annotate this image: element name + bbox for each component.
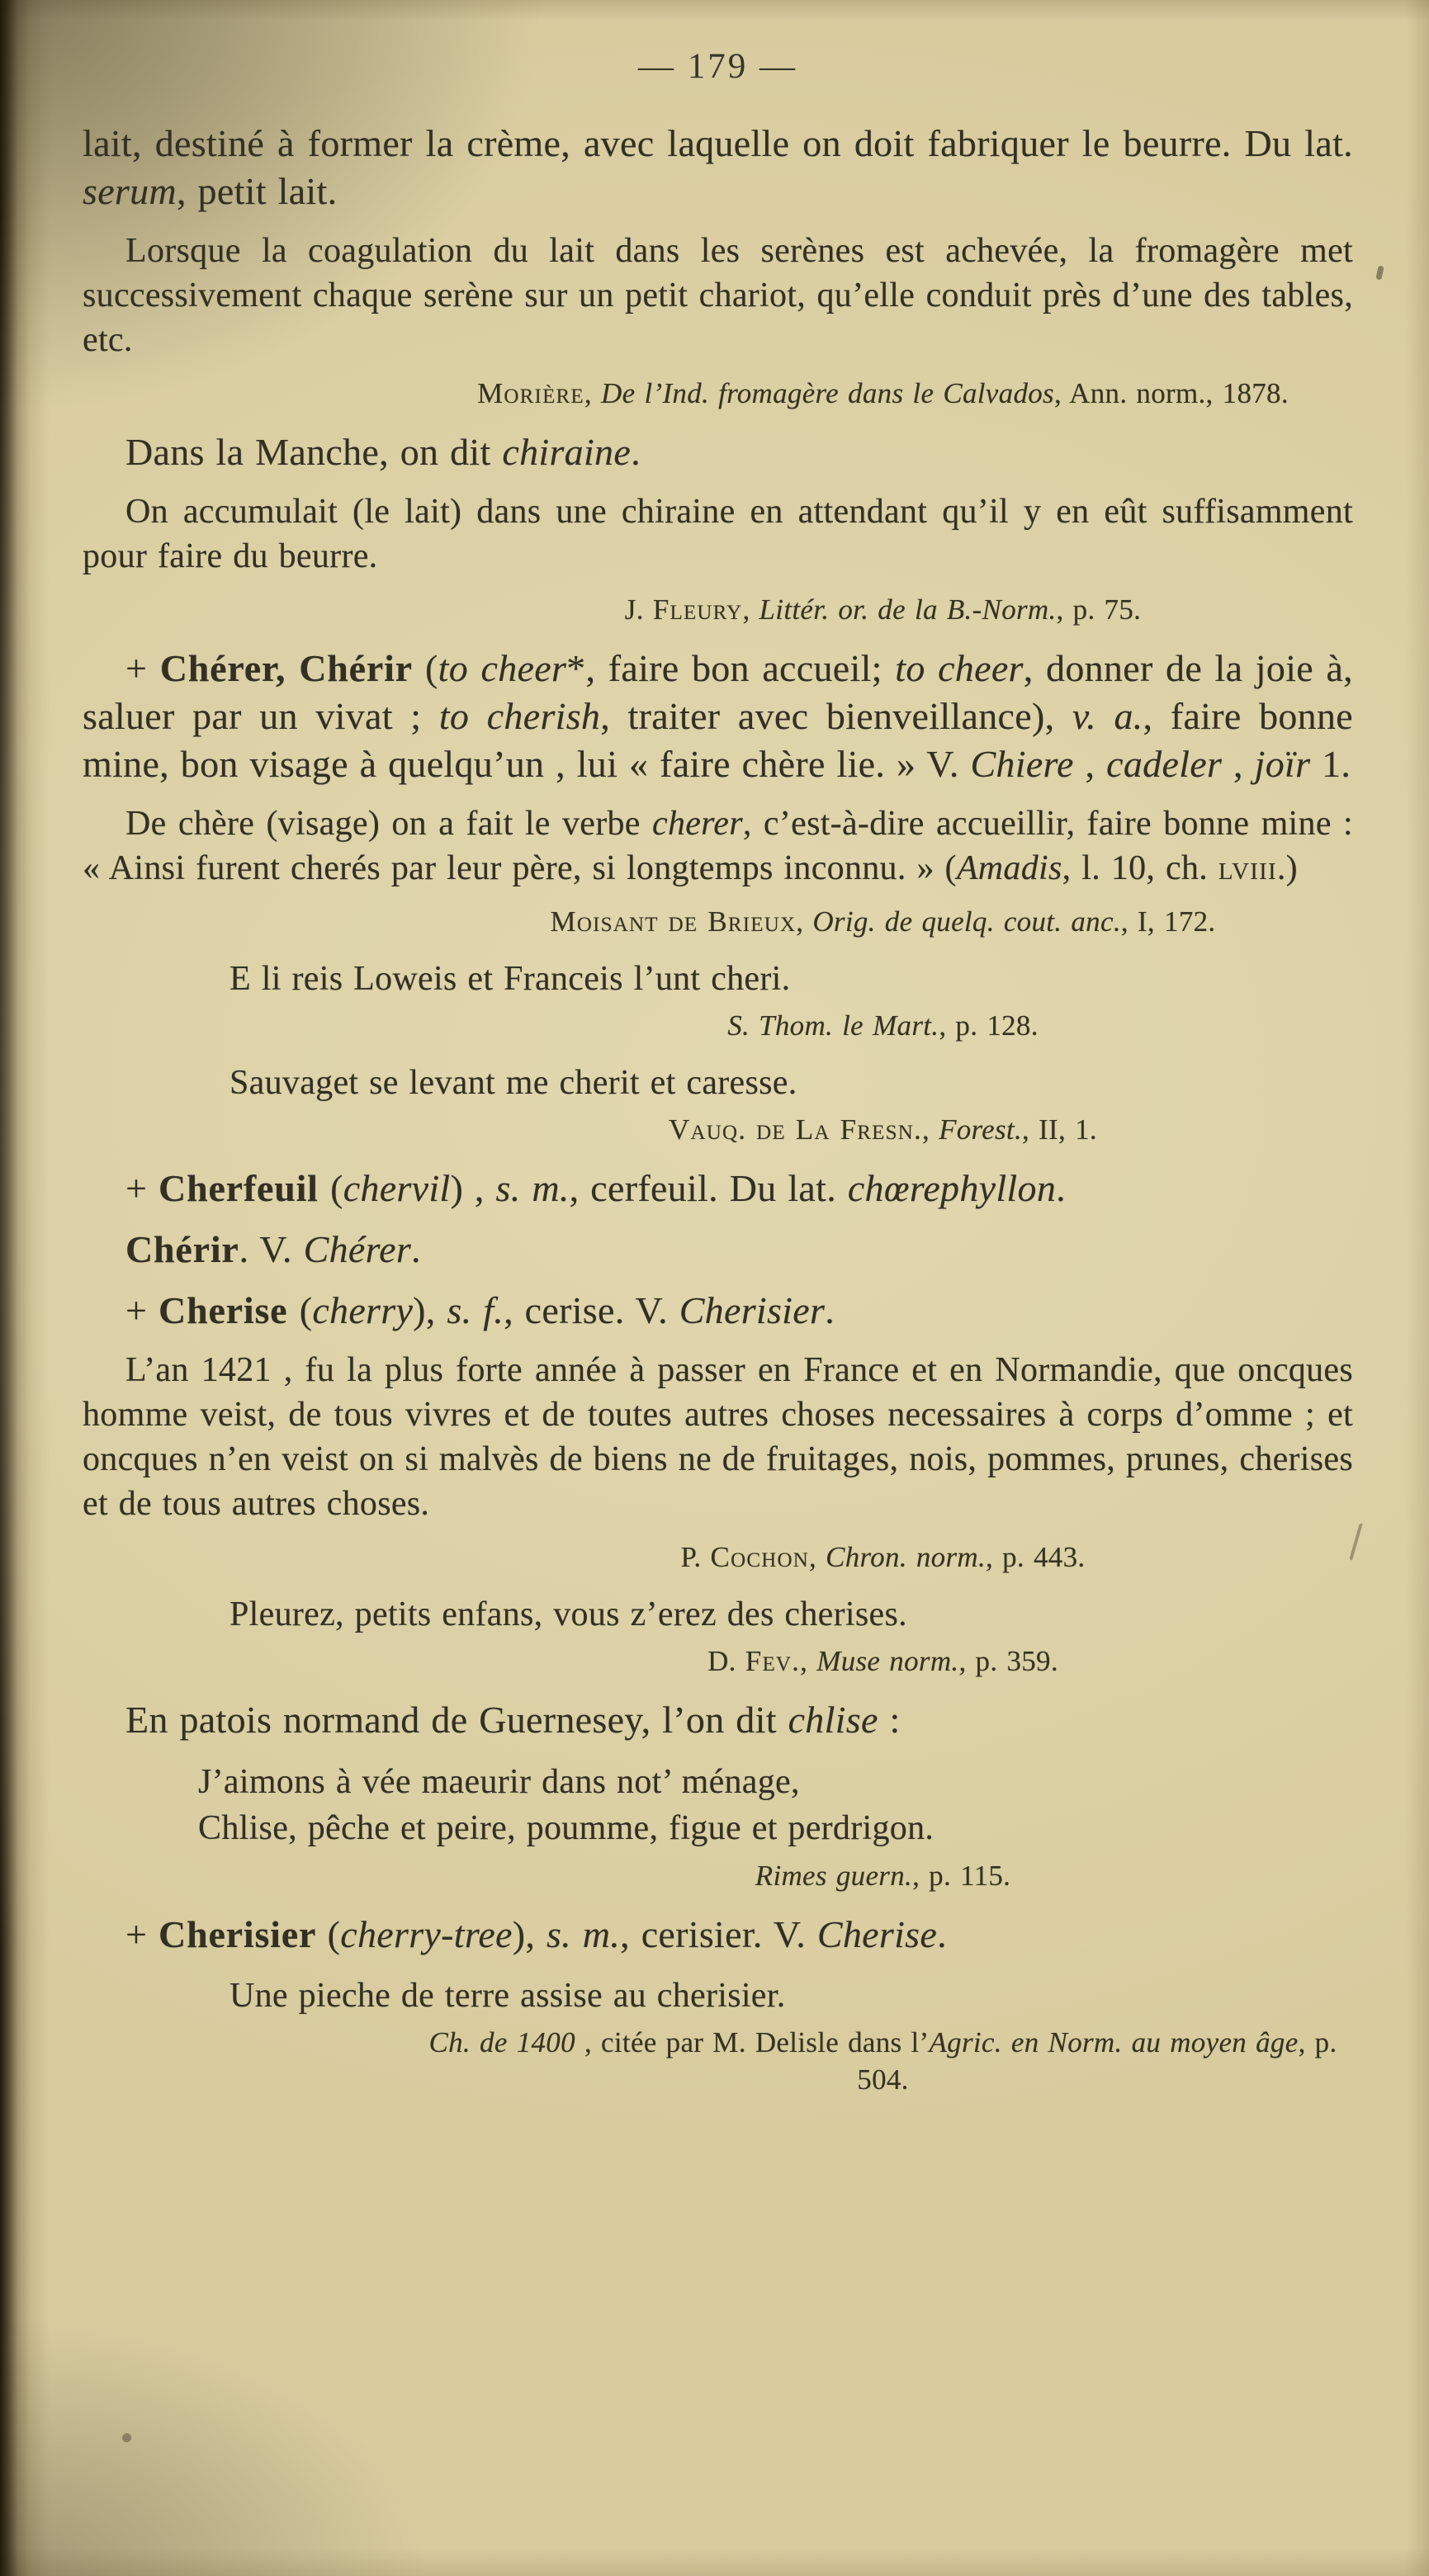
text-run: , faire bonne mine, bon visage à quelqu’un , lui « faire chère lie. » V. bbox=[83, 695, 1353, 785]
italic-text: s. m. bbox=[495, 1167, 570, 1209]
italic-text: cherer bbox=[652, 805, 743, 843]
verse bbox=[198, 1759, 1353, 1851]
citation bbox=[83, 1007, 1353, 1044]
italic-text: Rimes guern. bbox=[755, 1860, 913, 1892]
text-run: , bbox=[921, 1113, 939, 1146]
text-run: Lorsque la coagulation du lait dans les serènes est achevée, la fromagère met successivement chaque serène sur un petit chariot, qu’elle conduit près d’une des tables, etc. bbox=[83, 232, 1353, 359]
text-run: De chère (visage) on a fait le verbe bbox=[125, 805, 652, 843]
text-run: *, faire bon accueil; bbox=[566, 647, 896, 689]
italic-text: cherry-tree bbox=[340, 1913, 513, 1955]
headword-text: Chérer, Chérir bbox=[159, 647, 426, 689]
entry-cherfeuil bbox=[83, 1165, 1353, 1212]
text-run: E li reis Loweis et Franceis l’unt cheri. bbox=[229, 960, 791, 998]
text-run: 1. bbox=[1310, 743, 1351, 785]
stray-ink-speck bbox=[122, 2433, 131, 2442]
italic-text: joïr bbox=[1254, 743, 1311, 785]
italic-text: Littér. or. de la B.-Norm. bbox=[759, 593, 1057, 626]
smallcaps-text: Vauq. de La Fresn. bbox=[669, 1113, 922, 1146]
text-run: + bbox=[125, 1913, 159, 1955]
text-run: : bbox=[878, 1699, 901, 1741]
italic-text: to cheer bbox=[895, 647, 1024, 689]
text-run: lait, destiné à former la crème, avec laquelle on doit fabriquer le beurre. Du lat. bbox=[83, 122, 1353, 164]
italic-text: chiraine bbox=[502, 431, 632, 473]
citation bbox=[83, 375, 1353, 412]
italic-text: Cherise bbox=[816, 1913, 938, 1955]
text-run: , p. 115. bbox=[912, 1860, 1011, 1892]
text-run: , cerfeuil. Du lat. bbox=[569, 1167, 848, 1209]
paragraph bbox=[83, 1348, 1353, 1526]
text-run: , traiter avec bienveillance), bbox=[600, 695, 1072, 737]
text-run: , cerise. V. bbox=[504, 1289, 679, 1331]
citation bbox=[83, 2024, 1353, 2098]
italic-text: Amadis bbox=[956, 849, 1062, 887]
paragraph bbox=[83, 801, 1353, 891]
smallcaps-text: Morière bbox=[477, 377, 584, 409]
text-run: . bbox=[411, 1228, 421, 1270]
text-run: J. bbox=[624, 593, 653, 626]
italic-text: De l’Ind. fromagère dans le Calvados bbox=[601, 377, 1054, 409]
italic-text: Agric. en Norm. au moyen âge bbox=[929, 2026, 1299, 2058]
text-run: L’an 1421 , fu la plus forte année à passer en France et en Normandie, que oncques homme veist, de tous vivres et de toutes autres choses necessaires à corps d’omme ; et oncques n’en veist on si malvès de biens ne de fruitages, nois, pommes, prunes, cherises et de tous autres choses. bbox=[83, 1351, 1353, 1523]
quotation bbox=[229, 957, 1353, 1001]
headword-text: Cherisier bbox=[159, 1913, 328, 1955]
text-run: Une pieche de terre assise au cherisier. bbox=[229, 1977, 786, 2015]
text-run: , c’est-à-dire accueillir, faire bonne mine : « Ainsi furent cherés par leur père, si longtemps inconnu. » ( bbox=[83, 805, 1353, 887]
text-run: , bbox=[1222, 743, 1255, 785]
text-run: P. bbox=[680, 1541, 711, 1573]
headword-text: Cherise bbox=[159, 1289, 300, 1331]
italic-text: s. f. bbox=[447, 1289, 504, 1331]
text-run: + bbox=[125, 1167, 159, 1209]
citation bbox=[83, 903, 1353, 940]
italic-text: Chérer bbox=[303, 1228, 412, 1270]
stray-ink-speck bbox=[1375, 265, 1384, 280]
entry-cherer-cherir bbox=[83, 645, 1353, 788]
text-run: , p. 75. bbox=[1056, 593, 1142, 626]
italic-text: chervil bbox=[343, 1167, 451, 1209]
text-run: , citée par M. Delisle dans l’ bbox=[575, 2026, 930, 2058]
text-run: . bbox=[1056, 1167, 1066, 1209]
citation bbox=[83, 591, 1353, 628]
italic-text: Cherisier bbox=[679, 1289, 826, 1331]
text-run: ) , bbox=[450, 1167, 496, 1209]
text-run: , l. 10, ch. bbox=[1062, 849, 1218, 887]
paragraph bbox=[83, 1696, 1353, 1744]
italic-text: chœrephyllon bbox=[847, 1167, 1057, 1209]
headword-text: Chérir bbox=[125, 1228, 239, 1270]
text-run: , bbox=[1073, 743, 1107, 785]
text-run: Dans la Manche, on dit bbox=[125, 431, 503, 473]
paragraph bbox=[83, 229, 1353, 362]
italic-text: chlise bbox=[788, 1699, 878, 1741]
text-run: Sauvaget se levant me cherit et caresse. bbox=[229, 1064, 797, 1102]
text-run: , bbox=[742, 593, 759, 626]
text-run: . bbox=[825, 1289, 835, 1331]
text-run: , p. 443. bbox=[986, 1541, 1086, 1573]
text-run: ( bbox=[299, 1289, 313, 1331]
text-run: ), bbox=[512, 1913, 547, 1955]
smallcaps-text: Fleury bbox=[652, 593, 743, 626]
italic-text: s. m. bbox=[546, 1913, 621, 1955]
quotation bbox=[229, 1592, 1353, 1637]
entry-cherir-crossref bbox=[83, 1226, 1353, 1274]
text-run: . bbox=[631, 431, 641, 473]
citation bbox=[83, 1857, 1353, 1894]
citation bbox=[83, 1539, 1353, 1576]
text-run: D. bbox=[707, 1645, 745, 1677]
italic-text: Chiere bbox=[970, 743, 1074, 785]
smallcaps-text: Cochon bbox=[710, 1541, 809, 1573]
text-run: , bbox=[796, 905, 813, 938]
text-run: On accumulait (le lait) dans une chiraine en attendant qu’il y en eût suffisamment pour faire du beurre. bbox=[83, 493, 1353, 575]
smallcaps-text: Fev. bbox=[745, 1645, 801, 1677]
entry-cherise bbox=[83, 1287, 1353, 1335]
text-run: En patois normand de Guernesey, l’on dit bbox=[125, 1699, 788, 1741]
quotation bbox=[229, 1973, 1353, 2018]
italic-text: S. Thom. le Mart. bbox=[727, 1009, 939, 1042]
text-run: , Ann. norm., 1878. bbox=[1053, 377, 1289, 409]
text-run: , petit lait. bbox=[176, 170, 338, 212]
text-run: ( bbox=[327, 1913, 341, 1955]
text-run: , bbox=[800, 1645, 817, 1677]
text-run: Chlise, pêche et peire, poumme, figue et perdrigon. bbox=[198, 1809, 935, 1847]
quotation bbox=[229, 1061, 1353, 1105]
text-run: , p. 504. bbox=[857, 2026, 1337, 2096]
entry-cherisier bbox=[83, 1911, 1353, 1959]
text-run: . bbox=[937, 1913, 947, 1955]
italic-text: Forest. bbox=[939, 1113, 1022, 1146]
italic-text: serum bbox=[83, 170, 177, 212]
page-number: — 179 — bbox=[638, 47, 797, 86]
text-run: , p. 128. bbox=[939, 1009, 1039, 1042]
text-run: + bbox=[125, 647, 160, 689]
citation bbox=[83, 1642, 1353, 1680]
italic-text: cadeler bbox=[1106, 743, 1223, 785]
text-run: , donner de la joie à, saluer par un vivat ; bbox=[83, 647, 1353, 737]
citation bbox=[83, 1111, 1353, 1148]
text-run: ( bbox=[425, 647, 438, 689]
text-run: , I, 172. bbox=[1120, 905, 1216, 938]
text-run: , II, 1. bbox=[1022, 1113, 1097, 1146]
text-run: ( bbox=[330, 1167, 343, 1209]
text-run: + bbox=[125, 1289, 159, 1331]
text-run: .) bbox=[1276, 849, 1298, 887]
italic-text: Ch. de 1400 bbox=[428, 2026, 575, 2058]
text-run: Pleurez, petits enfans, vous z’erez des cherises. bbox=[229, 1595, 907, 1633]
text-run: , bbox=[808, 1541, 826, 1573]
stray-pencil-mark bbox=[1349, 1523, 1380, 1565]
italic-text: v. a. bbox=[1072, 695, 1143, 737]
text-run: J’aimons à vée maeurir dans not’ ménage, bbox=[198, 1763, 800, 1801]
italic-text: Orig. de quelq. cout. anc. bbox=[812, 905, 1121, 938]
smallcaps-text: lviii bbox=[1218, 849, 1277, 887]
paragraph bbox=[83, 489, 1353, 579]
italic-text: Chron. norm. bbox=[826, 1541, 986, 1573]
italic-text: to cheer bbox=[438, 647, 567, 689]
smallcaps-text: Moisant de Brieux bbox=[550, 905, 797, 938]
text-run: . V. bbox=[239, 1228, 304, 1270]
italic-text: cherry bbox=[312, 1289, 414, 1331]
text-column bbox=[83, 120, 1353, 2098]
italic-text: to cherish bbox=[438, 695, 601, 737]
text-run: , p. 359. bbox=[958, 1645, 1058, 1677]
text-run: ), bbox=[413, 1289, 447, 1331]
text-run: , cerisier. V. bbox=[620, 1913, 817, 1955]
italic-text: Muse norm. bbox=[816, 1645, 959, 1677]
headword-text: Cherfeuil bbox=[159, 1167, 331, 1209]
paragraph bbox=[83, 428, 1353, 476]
text-run: , bbox=[584, 377, 601, 409]
paragraph-continuation bbox=[83, 120, 1353, 215]
